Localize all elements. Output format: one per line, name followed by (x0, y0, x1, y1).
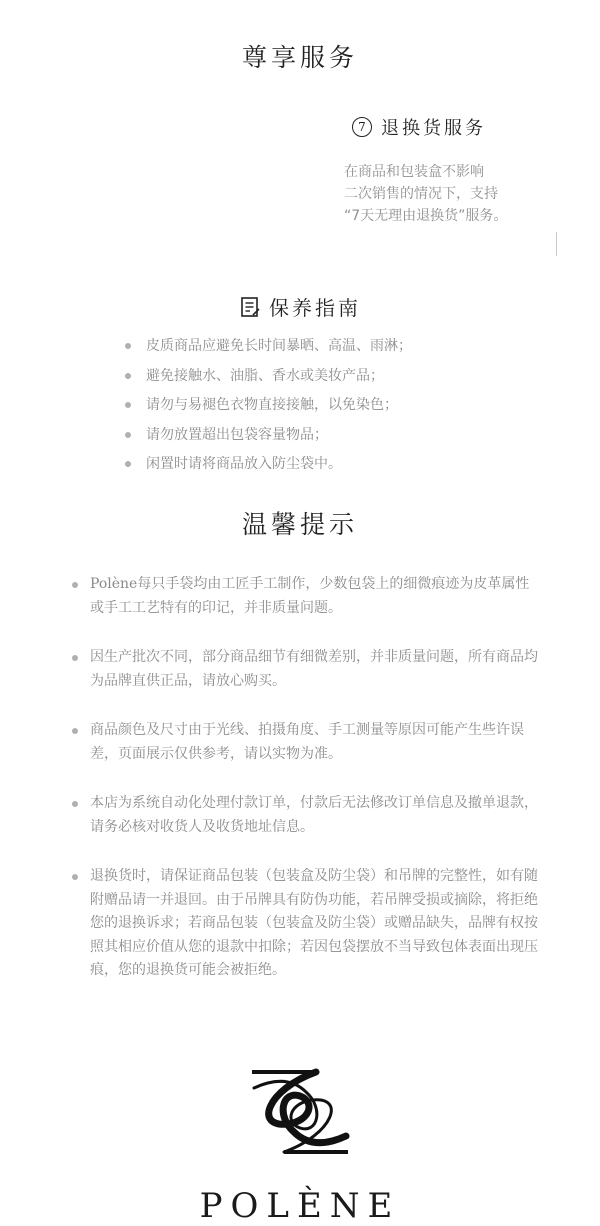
list-item (120, 332, 520, 362)
care-item-text: 避免接触水、油脂、香水或美妆产品； (146, 367, 384, 384)
brand-wordmark: POLÈNE (199, 1186, 401, 1226)
list-item (70, 865, 540, 983)
tip-text: 因生产批次不同，部分商品细节有细微差别，并非质量问题，所有商品均为品牌直供正品，请放心购买。 (90, 649, 538, 689)
care-item-text: 请勿放置超出包袋容量物品； (146, 426, 328, 443)
list-item (70, 646, 540, 693)
care-item-text: 请勿与易褪色衣物直接接触，以免染色； (146, 397, 398, 413)
seven-day-icon: 7 (352, 117, 372, 137)
polene-monogram-logo (246, 1066, 354, 1158)
list-item (120, 421, 520, 451)
tips-list (70, 573, 540, 1009)
care-item-text: 闲置时请将商品放入防尘袋中。 (146, 456, 342, 472)
list-item (120, 391, 520, 421)
divider-line (556, 232, 557, 256)
list-item (70, 792, 540, 839)
tip-text: 本店为系统自动化处理付款订单，付款后无法修改订单信息及撤单退款，请务必核对收货人及收货地址信息。 (90, 795, 538, 835)
notebook-icon (239, 296, 261, 318)
bullet-icon (125, 461, 131, 467)
bullet-icon (72, 874, 78, 880)
service-section-title: 尊享服务 (241, 43, 358, 72)
bullet-icon (72, 582, 78, 588)
return-desc-line: “7天无理由退换货”服务。 (344, 208, 508, 224)
brand-name: Polène (90, 576, 138, 592)
care-item-text: 皮质商品应避免长时间暴晒、高温、雨淋； (146, 338, 412, 354)
bullet-icon (125, 373, 131, 379)
list-item (70, 719, 540, 766)
bullet-icon (72, 655, 78, 661)
return-service-title: 退换货服务 (381, 118, 486, 139)
tips-section-title: 温馨提示 (241, 510, 358, 539)
bullet-icon (72, 728, 78, 734)
care-guide-list (120, 332, 520, 480)
care-guide-header (0, 292, 600, 321)
bullet-icon (125, 343, 131, 349)
bullet-icon (125, 402, 131, 408)
list-item (120, 362, 520, 392)
care-guide-title: 保养指南 (269, 296, 361, 320)
return-service-header (352, 114, 486, 140)
bullet-icon (72, 801, 78, 807)
list-item (120, 450, 520, 480)
tip-text: 每只手袋均由工匠手工制作，少数包袋上的细微痕迹为皮革属性或手工工艺特有的印记，并非质量问题。 (90, 576, 530, 616)
list-item (70, 573, 540, 620)
tip-text: 商品颜色及尺寸由于光线、拍摄角度、手工测量等原因可能产生些许误差，页面展示仅供参考，请以实物为准。 (90, 722, 524, 762)
return-desc-line: 二次销售的情况下，支持 (344, 186, 498, 202)
bullet-icon (125, 432, 131, 438)
return-desc-line: 在商品和包装盒不影响 (344, 164, 484, 180)
return-service-description (344, 161, 584, 227)
tip-text: 退换货时，请保证商品包装（包装盒及防尘袋）和吊牌的完整性，如有随附赠品请一并退回。由于吊牌具有防伪功能，若吊牌受损或摘除，将拒绝您的退换诉求；若商品包装（包装盒及防尘袋）或赠品缺失，品牌有权按照其相应价值从您的退款中扣除；若因包袋摆放不当导致包体表面出现压痕，您的退换货可能会被拒绝。 (90, 868, 538, 978)
